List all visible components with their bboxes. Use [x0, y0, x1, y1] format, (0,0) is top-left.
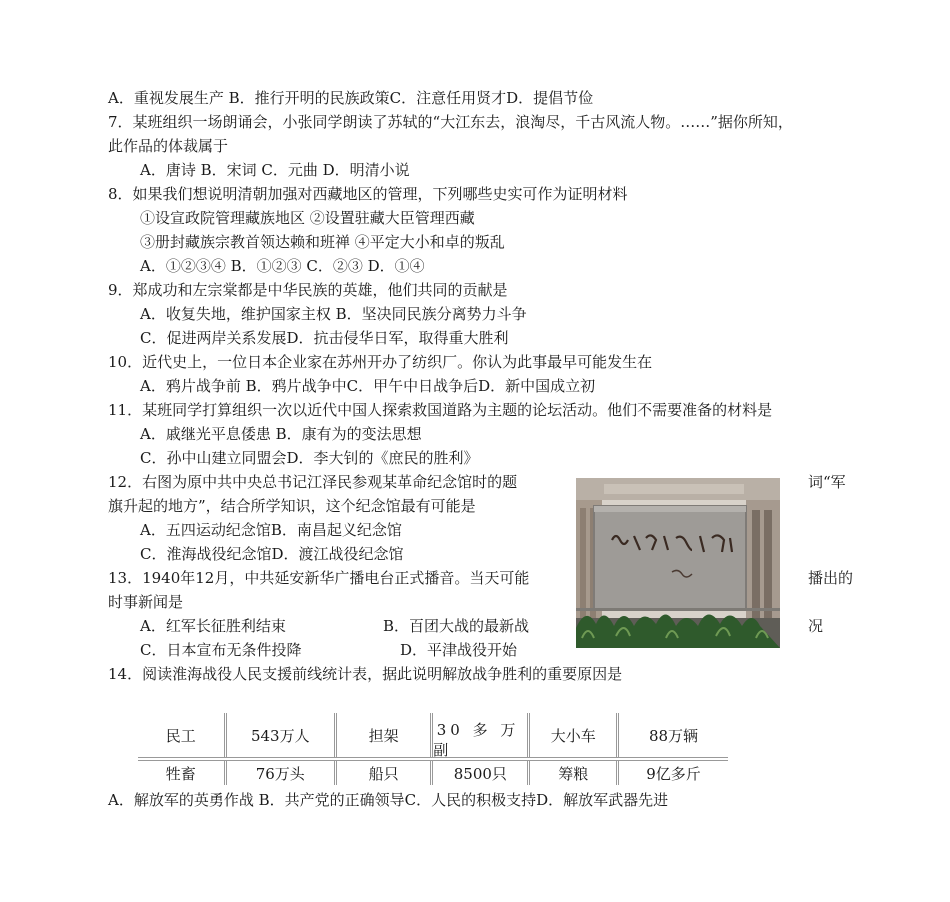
table-cell: 筹粮	[529, 759, 618, 785]
q9-stem: 9．郑成功和左宗棠都是中华民族的英雄，他们共同的贡献是	[108, 281, 508, 299]
q11-stem: 11．某班同学打算组织一次以近代中国人探索救国道路为主题的论坛活动。他们不需要准备的材料是	[108, 401, 773, 419]
table-cell-line: 30 多 万	[436, 721, 520, 739]
q7-stem-cont: 此作品的体裁属于	[108, 137, 229, 155]
table-row	[138, 713, 728, 759]
q9-options-2: C．促进两岸关系发展D．抗击侵华日军，取得重大胜利	[140, 329, 509, 347]
memorial-photo	[576, 478, 780, 648]
q8-stem: 8．如果我们想说明清朝加强对西藏地区的管理，下列哪些史实可作为证明材料	[108, 185, 628, 203]
table-cell: 大小车	[529, 713, 618, 759]
table-cell: 8500只	[432, 759, 529, 785]
q13-option-c: C．日本宣布无条件投降	[140, 641, 302, 659]
q12-options-1: A．五四运动纪念馆B．南昌起义纪念馆	[140, 521, 402, 539]
q11-options-2: C．孙中山建立同盟会D．李大钊的《庶民的胜利》	[140, 449, 479, 467]
q6-options: A．重视发展生产 B．推行开明的民族政策C．注意任用贤才D．提倡节俭	[108, 89, 594, 107]
q8-options: A．①②③④ B．①②③ C．②③ D．①④	[140, 257, 425, 275]
q14-stem: 14．阅读淮海战役人民支援前线统计表，据此说明解放战争胜利的重要原因是	[108, 665, 623, 683]
q10-options: A．鸦片战争前 B．鸦片战争中C．甲午中日战争后D．新中国成立初	[140, 377, 596, 395]
q13-stem-cont: 时事新闻是	[108, 593, 184, 611]
q12-stem: 12．右图为原中共中央总书记江泽民参观某革命纪念馆时的题	[108, 473, 518, 491]
q10-stem: 10．近代史上，一位日本企业家在苏州开办了纺织厂。你认为此事最早可能发生在	[108, 353, 653, 371]
q12-stem-cont: 旗升起的地方”，结合所学知识，这个纪念馆最有可能是	[108, 497, 476, 515]
q13-stem: 13．1940年12月，中共延安新华广播电台正式播音。当天可能	[108, 569, 530, 587]
q11-options-1: A．戚继光平息倭患 B．康有为的变法思想	[140, 425, 422, 443]
q12-stem-right: 词“军	[808, 473, 846, 491]
table-cell: 76万头	[225, 759, 335, 785]
q13-option-b-end: 况	[808, 617, 824, 635]
memorial-photo-graphic	[576, 478, 780, 648]
table-cell: 543万人	[225, 713, 335, 759]
table-cell-line: 副	[433, 741, 449, 759]
q8-items-1: ①设宣政院管理藏族地区 ②设置驻藏大臣管理西藏	[140, 209, 475, 227]
table-cell: 船只	[335, 759, 431, 785]
table-cell: 牲畜	[138, 759, 225, 785]
q7-options: A．唐诗 B．宋词 C．元曲 D．明清小说	[140, 161, 410, 179]
table-cell: 担架	[335, 713, 431, 759]
table-cell: 88万辆	[618, 713, 729, 759]
q13-stem-right: 播出的	[808, 569, 854, 587]
q12-options-2: C．淮海战役纪念馆D．渡江战役纪念馆	[140, 545, 404, 563]
q14-options: A．解放军的英勇作战 B．共产党的正确领导C．人民的积极支持D．解放军武器先进	[108, 791, 669, 809]
support-statistics-table	[138, 713, 728, 785]
table-cell: 民工	[138, 713, 225, 759]
q7-stem: 7．某班组织一场朗诵会，小张同学朗读了苏轼的“大江东去，浪淘尽，千古风流人物。……”据你所知，	[108, 113, 793, 131]
table-cell: 9亿多斤	[646, 764, 701, 783]
table-cell-stacked	[432, 713, 529, 759]
q9-options-1: A．收复失地，维护国家主权 B．坚决同民族分离势力斗争	[140, 305, 527, 323]
table-row	[138, 759, 728, 785]
q13-option-b: B．百团大战的最新战	[383, 617, 530, 635]
q8-items-2: ③册封藏族宗教首领达赖和班禅 ④平定大小和卓的叛乱	[140, 233, 505, 251]
q13-option-d: D．平津战役开始	[400, 641, 518, 659]
q13-option-a: A．红军长征胜利结束	[140, 617, 286, 635]
